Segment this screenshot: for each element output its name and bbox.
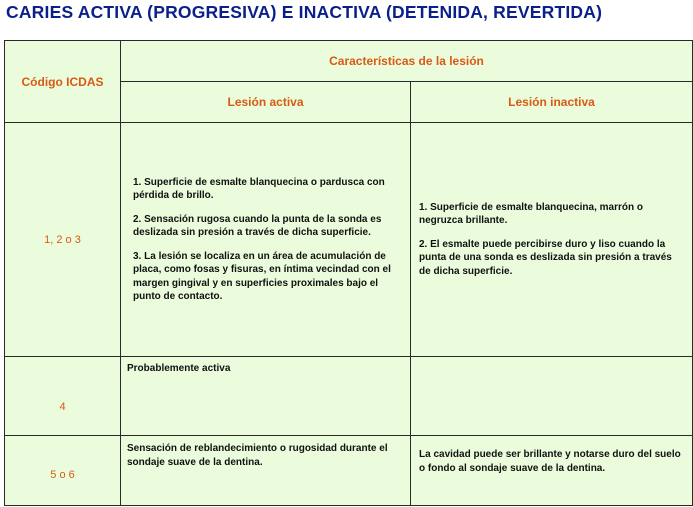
inactive-point-2: 2. El esmalte puede percibirse duro y liso cuando la punta de una sonda es deslizada sin presión a través de dicha superficie.	[419, 238, 672, 277]
active-description-cell: Probablemente activa	[121, 357, 411, 436]
inactive-description-cell: La cavidad puede ser brillante y notarse duro del suelo o fondo al sondaje suave de la dentina.	[411, 436, 693, 506]
active-description-cell	[121, 123, 411, 357]
inactive-point-1: 1. Superficie de esmalte blanquecina, marrón o negruzca brillante.	[419, 201, 643, 227]
page-title: CARIES ACTIVA (PROGRESIVA) E INACTIVA (DETENIDA, REVERTIDA)	[6, 2, 603, 22]
active-point-2: 2. Sensación rugosa cuando la punta de la sonda es deslizada sin presión a través de dicha superficie.	[133, 213, 382, 238]
row-code-cell: 5 o 6	[5, 436, 121, 506]
table-row	[5, 123, 693, 357]
header-lesion-inactiva: Lesión inactiva	[411, 82, 693, 123]
table-row	[5, 357, 693, 436]
header-codigo-icdas: Código ICDAS	[5, 41, 121, 123]
active-point-3: 3. La lesión se localiza en un área de acumulación de placa, como fosas y fisuras, en íntima vecindad con el margen gingival y en superficies proximales bajo el punto de contacto.	[133, 250, 391, 302]
active-description-cell: Sensación de reblandecimiento o rugosidad durante el sondaje suave de la dentina.	[121, 436, 411, 506]
header-caracteristicas: Características de la lesión	[121, 41, 693, 82]
row-code-cell: 4	[5, 357, 121, 436]
inactive-description-cell	[411, 123, 693, 357]
caries-table	[4, 40, 693, 506]
row-code-cell: 1, 2 o 3	[5, 123, 121, 357]
active-point-1: 1. Superficie de esmalte blanquecina o pardusca con pérdida de brillo.	[133, 176, 385, 201]
inactive-description-cell	[411, 357, 693, 436]
header-lesion-activa: Lesión activa	[121, 82, 411, 123]
table-row	[5, 436, 693, 506]
